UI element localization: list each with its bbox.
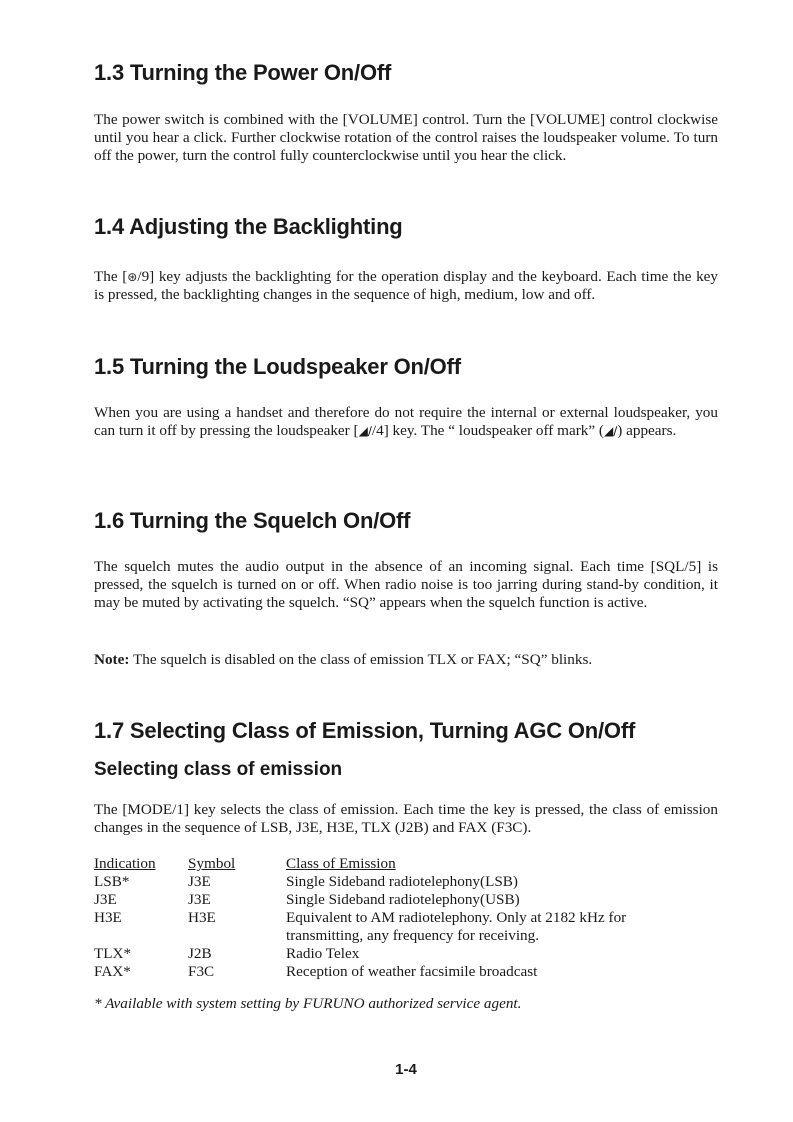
page-number: 1-4 <box>395 1061 417 1078</box>
table-cell-class: Single Sideband radiotelephony(USB) <box>286 891 520 908</box>
table-row <box>94 909 686 945</box>
table-row <box>94 891 686 909</box>
section-1-3-body: The power switch is combined with the [VOLUME] control. Turn the [VOLUME] control clockwise until you hear a click. Further clockwise rotation of the control raises the loudspeaker volume. To turn off the power, turn the control fully counterclockwise until you hear the click. <box>94 111 718 164</box>
table-cell-symbol: J2B <box>188 945 212 962</box>
section-1-5-title: 1.5 Turning the Loudspeaker On/Off <box>94 354 461 379</box>
section-1-6-body: The squelch mutes the audio output in the absence of an incoming signal. Each time [SQL/5] is pressed, the squelch is turned on or off. When radio noise is too jarring during stand-by condition, it may be muted by activating the squelch. “SQ” appears when the squelch function is active. <box>94 558 718 611</box>
table-cell-class: Equivalent to AM radiotelephony. Only at 2182 kHz for transmitting, any frequency for receiving. <box>286 909 627 944</box>
section-1-6-title: 1.6 Turning the Squelch On/Off <box>94 508 411 533</box>
speaker-off-icon: ◢∕ <box>603 424 618 438</box>
table-cell-indication: LSB* <box>94 873 130 890</box>
table-cell-symbol: F3C <box>188 963 215 980</box>
backlight-icon: ⊛ <box>127 270 138 284</box>
table-cell-symbol: J3E <box>188 873 211 890</box>
table-cell-symbol: H3E <box>188 909 216 926</box>
table-cell-indication: FAX* <box>94 963 131 980</box>
section-1-7-title: 1.7 Selecting Class of Emission, Turning AGC On/Off <box>94 718 636 743</box>
table-cell-indication: H3E <box>94 909 122 926</box>
table-row <box>94 873 686 891</box>
section-1-4-title: 1.4 Adjusting the Backlighting <box>94 214 403 239</box>
table-header-symbol: Symbol <box>188 855 236 872</box>
availability-footnote: * Available with system setting by FURUNO authorized service agent. <box>94 995 522 1012</box>
table-cell-class: Radio Telex <box>286 945 360 962</box>
section-1-3-title: 1.3 Turning the Power On/Off <box>94 60 392 85</box>
table-cell-class: Reception of weather facsimile broadcast <box>286 963 538 980</box>
table-cell-indication: TLX* <box>94 945 132 962</box>
table-cell-indication: J3E <box>94 891 117 908</box>
table-cell-symbol: J3E <box>188 891 211 908</box>
section-1-5-body: When you are using a handset and therefore do not require the internal or external loudspeaker, you can turn it off by pressing the loudspeaker [◢∕/4] key. The “ loudspeaker off mark” (◢∕) appears. <box>94 404 718 439</box>
section-1-4-body: The [⊛/9] key adjusts the backlighting for the operation display and the keyboard. Each time the key is pressed, the backlighting changes in the sequence of high, medium, low and off. <box>94 268 718 303</box>
table-cell-class: Single Sideband radiotelephony(LSB) <box>286 873 518 890</box>
speaker-off-icon: ◢∕ <box>358 424 372 438</box>
table-row <box>94 945 686 963</box>
section-1-7-body: The [MODE/1] key selects the class of emission. Each time the key is pressed, the class of emission changes in the sequence of LSB, J3E, H3E, TLX (J2B) and FAX (F3C). <box>94 801 718 836</box>
table-row <box>94 963 686 981</box>
emission-class-table <box>94 855 686 981</box>
table-header-class: Class of Emission <box>286 855 396 872</box>
table-header-row <box>94 855 686 873</box>
table-header-indication: Indication <box>94 855 156 872</box>
section-1-7-subtitle: Selecting class of emission <box>94 759 343 780</box>
section-1-6-note: Note: The squelch is disabled on the class of emission TLX or FAX; “SQ” blinks. <box>94 651 593 668</box>
